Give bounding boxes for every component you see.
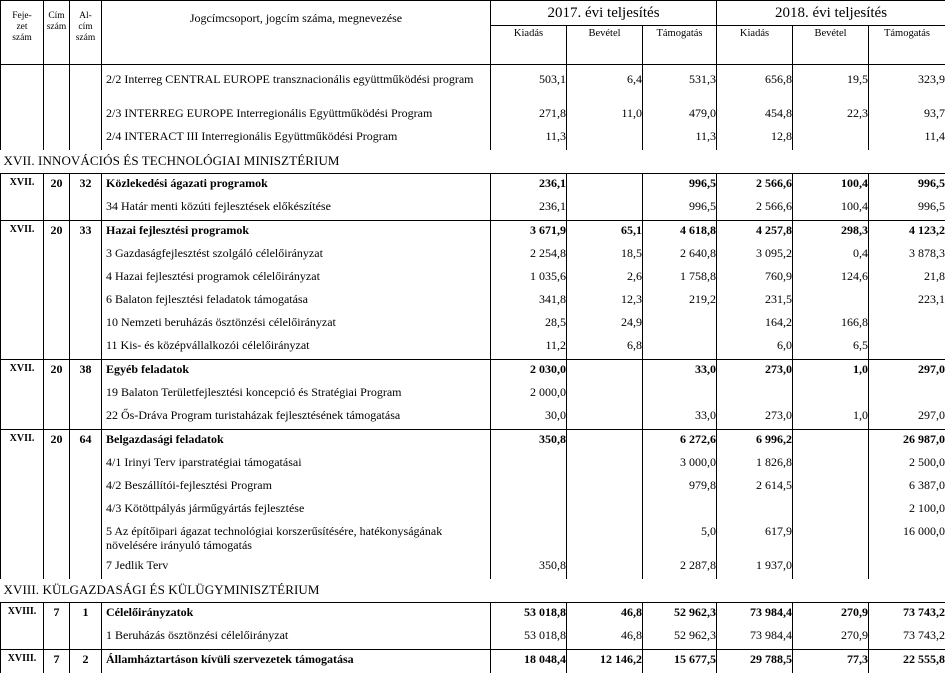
table-row [1,290,945,313]
table-row [1,453,945,476]
alcim-number: 38 [70,360,102,384]
alcim-number: 1 [70,603,102,627]
cell-kiadas-2017: 271,8 [491,104,567,127]
cell-kiadas-2017: 350,8 [491,430,567,454]
cell-kiadas-2018: 273,0 [717,406,793,430]
cell-bevetel-2018 [793,522,869,556]
cell-bevetel-2017: 6,4 [567,70,643,104]
cell-kiadas-2017: 236,1 [491,197,567,221]
cell-kiadas-2017: 30,0 [491,406,567,430]
fejezet-number: XVII. [1,430,44,454]
cim-number: 20 [44,221,70,245]
table-row [1,556,945,579]
cell-bevetel-2018: 124,6 [793,267,869,290]
row-name: 5 Az építőipari ágazat technológiai korszerűsítésére, hatékonyságának növelésére irányuló támogatás [102,522,491,556]
cell-tamogatas-2018: 21,8 [869,267,945,290]
ministry-heading-row [1,150,945,174]
cell-tamogatas-2017: 979,8 [643,476,717,499]
cell-tamogatas-2017: 996,5 [643,174,717,198]
ministry-heading-row [1,579,945,603]
cell-tamogatas-2018: 22 555,8 [869,650,945,673]
cell-bevetel-2017: 65,1 [567,221,643,245]
cell-tamogatas-2017 [643,313,717,336]
cell-tamogatas-2018: 11,4 [869,127,945,150]
cell-bevetel-2017: 2,6 [567,267,643,290]
cell-bevetel-2017 [567,127,643,150]
cell-kiadas-2018: 1 826,8 [717,453,793,476]
cell-bevetel-2017 [567,499,643,522]
cell-bevetel-2017: 12,3 [567,290,643,313]
cell-tamogatas-2017: 479,0 [643,104,717,127]
table-row [1,127,945,150]
group-row [1,221,945,245]
cell-kiadas-2018: 29 788,5 [717,650,793,673]
fejezet-number: XVIII. [1,603,44,627]
cell-kiadas-2018: 164,2 [717,313,793,336]
cell-tamogatas-2018: 93,7 [869,104,945,127]
cell-bevetel-2018: 19,5 [793,70,869,104]
cell-bevetel-2018: 77,3 [793,650,869,673]
group-row [1,650,945,673]
row-name: 4 Hazai fejlesztési programok célelőirányzat [102,267,491,290]
row-name: Államháztartáson kívüli szervezetek támogatása [102,650,491,673]
cell-tamogatas-2017: 33,0 [643,360,717,384]
cell-tamogatas-2017 [643,499,717,522]
cell-bevetel-2018 [793,430,869,454]
cell-bevetel-2018 [793,499,869,522]
header-name: Jogcímcsoport, jogcím száma, megnevezése [102,1,491,65]
cell-kiadas-2018: 12,8 [717,127,793,150]
cell-tamogatas-2018: 996,5 [869,197,945,221]
cell-kiadas-2018: 1 937,0 [717,556,793,579]
cell-bevetel-2017: 12 146,2 [567,650,643,673]
cell-kiadas-2017: 2 030,0 [491,360,567,384]
table-row [1,70,945,104]
cell-tamogatas-2018: 16 000,0 [869,522,945,556]
group-row [1,360,945,384]
table-row [1,336,945,360]
cell-tamogatas-2018: 2 100,0 [869,499,945,522]
cell-kiadas-2017: 53 018,8 [491,626,567,650]
cell-bevetel-2018: 0,4 [793,244,869,267]
cell-tamogatas-2018: 26 987,0 [869,430,945,454]
cell-tamogatas-2018 [869,383,945,406]
header-year-2017: 2017. évi teljesítés [491,1,717,26]
cell-kiadas-2017: 236,1 [491,174,567,198]
cell-bevetel-2017 [567,174,643,198]
cell-kiadas-2017: 11,3 [491,127,567,150]
row-name: 7 Jedlik Terv [102,556,491,579]
header-year-2018: 2018. évi teljesítés [717,1,945,26]
alcim-number: 64 [70,430,102,454]
cell-kiadas-2018: 4 257,8 [717,221,793,245]
row-name: 11 Kis- és középvállalkozói célelőirányzat [102,336,491,360]
cell-bevetel-2017: 11,0 [567,104,643,127]
cell-kiadas-2017: 2 000,0 [491,383,567,406]
cell-bevetel-2018 [793,453,869,476]
cell-tamogatas-2018: 6 387,0 [869,476,945,499]
cell-kiadas-2018: 656,8 [717,70,793,104]
cell-bevetel-2017 [567,360,643,384]
cell-bevetel-2017 [567,522,643,556]
table-row [1,626,945,650]
table-row [1,499,945,522]
row-name: 2/4 INTERACT III Interregionális Együttműködési Program [102,127,491,150]
row-name: 19 Balaton Területfejlesztési koncepció és Stratégiai Program [102,383,491,406]
cell-tamogatas-2017: 52 962,3 [643,603,717,627]
cell-kiadas-2018: 6 996,2 [717,430,793,454]
cell-bevetel-2018: 1,0 [793,360,869,384]
header-fejezet: Feje- zet szám [1,1,44,65]
cell-bevetel-2017: 24,9 [567,313,643,336]
cell-tamogatas-2017: 3 000,0 [643,453,717,476]
cell-tamogatas-2018: 73 743,2 [869,603,945,627]
row-name: 4/3 Kötöttpályás járműgyártás fejlesztése [102,499,491,522]
cell-kiadas-2017 [491,453,567,476]
cell-kiadas-2018: 6,0 [717,336,793,360]
cim-number: 7 [44,603,70,627]
cell-bevetel-2018: 298,3 [793,221,869,245]
cell-tamogatas-2018: 3 878,3 [869,244,945,267]
table-row [1,244,945,267]
fejezet-number: XVII. [1,221,44,245]
row-name: 4/2 Beszállítói-fejlesztési Program [102,476,491,499]
cell-kiadas-2017 [491,499,567,522]
cim-number: 7 [44,650,70,673]
cell-bevetel-2018: 270,9 [793,626,869,650]
cell-kiadas-2017: 350,8 [491,556,567,579]
cell-bevetel-2018 [793,127,869,150]
cell-tamogatas-2017 [643,336,717,360]
header-tamogatas-2018: Támogatás [869,26,945,65]
header-cim: Cím szám [44,1,70,65]
cell-tamogatas-2017: 996,5 [643,197,717,221]
cell-kiadas-2017: 18 048,4 [491,650,567,673]
cell-kiadas-2018 [717,383,793,406]
table-row [1,476,945,499]
table-row [1,197,945,221]
row-name: Belgazdasági feladatok [102,430,491,454]
cell-tamogatas-2017: 11,3 [643,127,717,150]
cell-kiadas-2017: 503,1 [491,70,567,104]
cell-tamogatas-2018: 297,0 [869,360,945,384]
cell-kiadas-2018: 454,8 [717,104,793,127]
row-name: 2/2 Interreg CENTRAL EUROPE transznacionális együttműködési program [102,70,491,104]
cell-tamogatas-2017: 15 677,5 [643,650,717,673]
cell-bevetel-2017: 46,8 [567,603,643,627]
cell-tamogatas-2018: 223,1 [869,290,945,313]
alcim-number: 32 [70,174,102,198]
cell-kiadas-2018: 273,0 [717,360,793,384]
table-row [1,267,945,290]
cell-kiadas-2017 [491,522,567,556]
header-kiadas-2018: Kiadás [717,26,793,65]
cell-bevetel-2018 [793,556,869,579]
table-row [1,522,945,556]
cell-tamogatas-2018 [869,336,945,360]
cell-kiadas-2018 [717,499,793,522]
cell-kiadas-2017: 2 254,8 [491,244,567,267]
cim-number: 20 [44,360,70,384]
cell-bevetel-2017 [567,453,643,476]
row-name: 22 Ős-Dráva Program turistaházak fejlesztésének támogatása [102,406,491,430]
cell-kiadas-2018: 2 614,5 [717,476,793,499]
cell-kiadas-2018: 73 984,4 [717,626,793,650]
table-row [1,313,945,336]
row-name: 6 Balaton fejlesztési feladatok támogatása [102,290,491,313]
cell-bevetel-2017: 18,5 [567,244,643,267]
fejezet-number: XVII. [1,174,44,198]
cell-tamogatas-2017: 1 758,8 [643,267,717,290]
cell-kiadas-2017: 11,2 [491,336,567,360]
cell-bevetel-2017: 6,8 [567,336,643,360]
header-tamogatas-2017: Támogatás [643,26,717,65]
cell-kiadas-2018: 617,9 [717,522,793,556]
header-kiadas-2017: Kiadás [491,26,567,65]
cell-kiadas-2018: 760,9 [717,267,793,290]
cell-bevetel-2017 [567,476,643,499]
cell-kiadas-2018: 231,5 [717,290,793,313]
cell-bevetel-2018 [793,383,869,406]
cim-number: 20 [44,174,70,198]
cell-kiadas-2017 [491,476,567,499]
fejezet-number: XVII. [1,360,44,384]
cell-tamogatas-2018: 323,9 [869,70,945,104]
cell-kiadas-2017: 53 018,8 [491,603,567,627]
row-name: Hazai fejlesztési programok [102,221,491,245]
cell-tamogatas-2017 [643,383,717,406]
fejezet-number: XVIII. [1,650,44,673]
cell-bevetel-2017 [567,406,643,430]
group-row [1,430,945,454]
cell-bevetel-2018: 6,5 [793,336,869,360]
cell-bevetel-2018: 1,0 [793,406,869,430]
cell-bevetel-2018 [793,290,869,313]
cell-bevetel-2017 [567,197,643,221]
table-row [1,406,945,430]
cell-bevetel-2018: 100,4 [793,174,869,198]
cell-tamogatas-2017: 219,2 [643,290,717,313]
cell-tamogatas-2017: 5,0 [643,522,717,556]
header-bevetel-2017: Bevétel [567,26,643,65]
cell-tamogatas-2017: 531,3 [643,70,717,104]
cell-tamogatas-2017: 52 962,3 [643,626,717,650]
cell-kiadas-2017: 341,8 [491,290,567,313]
group-row [1,603,945,627]
cell-bevetel-2017: 46,8 [567,626,643,650]
cell-tamogatas-2018: 297,0 [869,406,945,430]
cell-tamogatas-2018: 4 123,2 [869,221,945,245]
cell-bevetel-2018 [793,476,869,499]
ministry-title: XVIII. KÜLGAZDASÁGI ÉS KÜLÜGYMINISZTÉRIUM [1,579,945,603]
cell-tamogatas-2018: 2 500,0 [869,453,945,476]
table-row [1,383,945,406]
cell-tamogatas-2017: 2 640,8 [643,244,717,267]
row-name: 1 Beruházás ösztönzési célelőirányzat [102,626,491,650]
row-name: 3 Gazdaságfejlesztést szolgáló célelőirányzat [102,244,491,267]
row-name: 4/1 Irinyi Terv iparstratégiai támogatásai [102,453,491,476]
cell-kiadas-2018: 73 984,4 [717,603,793,627]
header-bevetel-2018: Bevétel [793,26,869,65]
cell-kiadas-2017: 28,5 [491,313,567,336]
row-name: 10 Nemzeti beruházás ösztönzési célelőirányzat [102,313,491,336]
row-name: 2/3 INTERREG EUROPE Interregionális Együttműködési Program [102,104,491,127]
table-row [1,104,945,127]
row-name: Célelőirányzatok [102,603,491,627]
cell-kiadas-2018: 2 566,6 [717,174,793,198]
cim-number: 20 [44,430,70,454]
cell-bevetel-2017 [567,556,643,579]
header-alcim: Al- cím szám [70,1,102,65]
cell-kiadas-2018: 2 566,6 [717,197,793,221]
cell-bevetel-2017 [567,430,643,454]
cell-bevetel-2018: 100,4 [793,197,869,221]
cell-kiadas-2017: 1 035,6 [491,267,567,290]
cell-kiadas-2017: 3 671,9 [491,221,567,245]
cell-tamogatas-2017: 4 618,8 [643,221,717,245]
cell-bevetel-2018: 270,9 [793,603,869,627]
alcim-number: 2 [70,650,102,673]
cell-bevetel-2017 [567,383,643,406]
cell-bevetel-2018: 166,8 [793,313,869,336]
row-name: 34 Határ menti közúti fejlesztések előkészítése [102,197,491,221]
cell-tamogatas-2017: 33,0 [643,406,717,430]
row-name: Közlekedési ágazati programok [102,174,491,198]
cell-tamogatas-2017: 2 287,8 [643,556,717,579]
cell-kiadas-2018: 3 095,2 [717,244,793,267]
cell-bevetel-2018: 22,3 [793,104,869,127]
alcim-number: 33 [70,221,102,245]
cell-tamogatas-2017: 6 272,6 [643,430,717,454]
cell-tamogatas-2018 [869,313,945,336]
group-row [1,174,945,198]
cell-tamogatas-2018 [869,556,945,579]
ministry-title: XVII. INNOVÁCIÓS ÉS TECHNOLÓGIAI MINISZTÉRIUM [1,150,945,174]
cell-tamogatas-2018: 73 743,2 [869,626,945,650]
row-name: Egyéb feladatok [102,360,491,384]
cell-tamogatas-2018: 996,5 [869,174,945,198]
